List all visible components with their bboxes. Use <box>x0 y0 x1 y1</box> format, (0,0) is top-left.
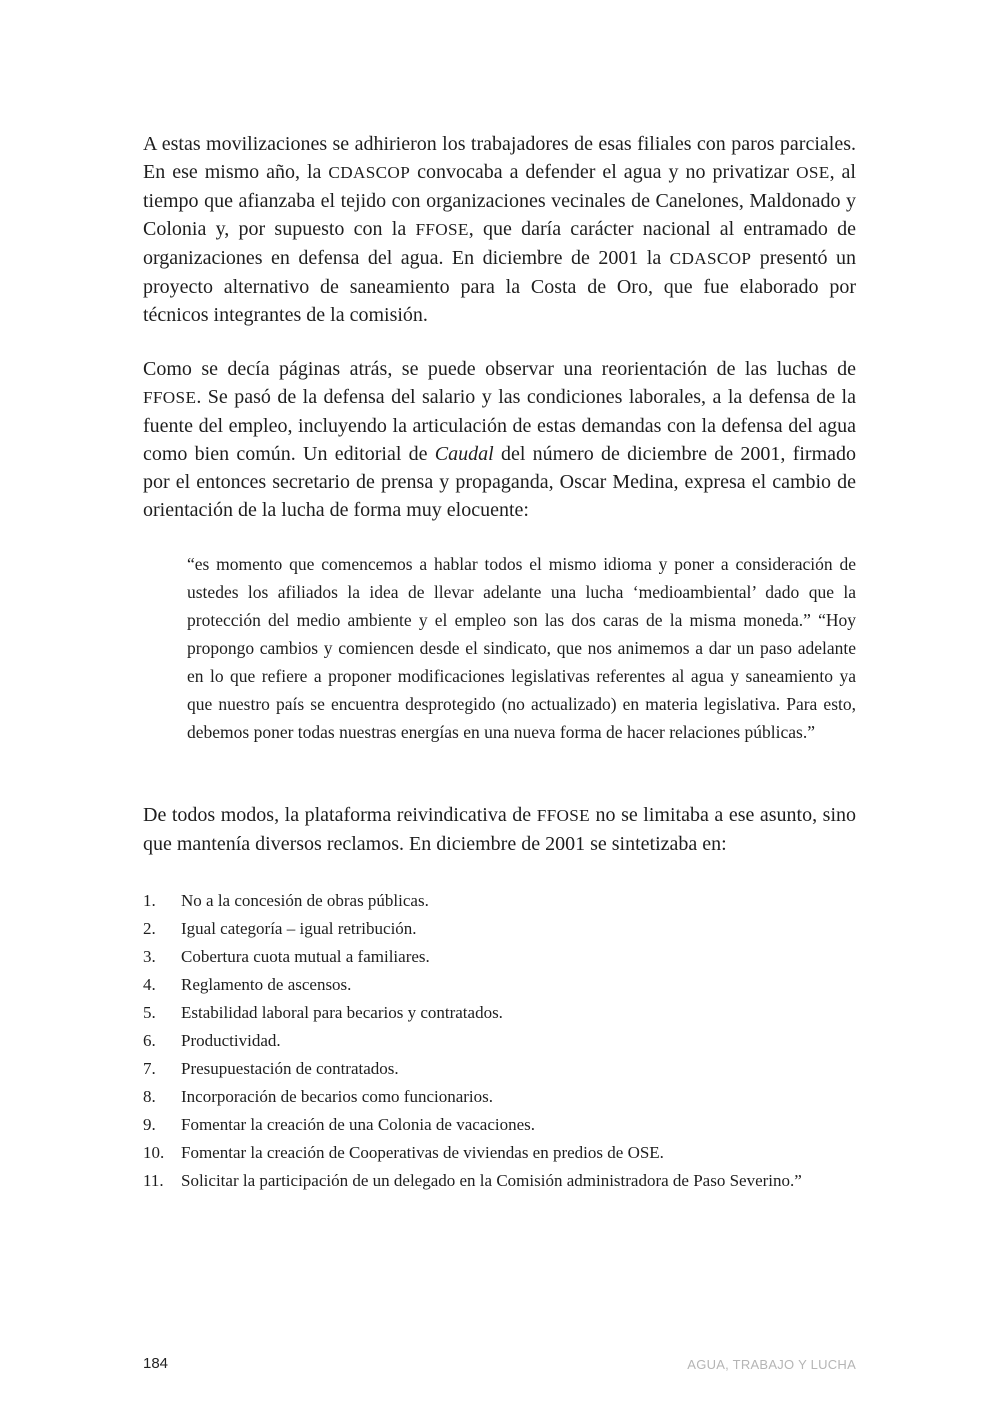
list-item-text: Igual categoría – igual retribución. <box>181 919 417 938</box>
list-item-number: 2. <box>143 919 156 938</box>
publication-title: Caudal <box>434 443 494 465</box>
page-number: 184 <box>143 1355 169 1372</box>
acronym: FFOSE <box>536 806 591 825</box>
list-item-text: Productividad. <box>181 1031 281 1050</box>
list-item <box>143 887 883 915</box>
list-item-number: 11. <box>143 1171 164 1190</box>
list-item-number: 1. <box>143 891 156 910</box>
paragraph-text: del número de diciembre de 2001, firmado por el entonces secretario de prensa y propaganda, Oscar Medina, expresa el cambio de orientación de la lucha de forma muy elocuente: <box>143 443 856 521</box>
list-item-number: 7. <box>143 1059 156 1078</box>
list-item-number: 9. <box>143 1115 156 1134</box>
list-item-text: Cobertura cuota mutual a familiares. <box>181 947 430 966</box>
paragraph-text: . Se pasó de la defensa del salario y las condiciones laborales, a la defensa de la fuente del empleo, incluyendo la articulación de estas demandas con la defensa del agua como bien común. Un editorial de <box>143 386 856 465</box>
paragraph-text: no se limitaba a ese asunto, sino que mantenía diversos reclamos. En diciembre de 2001 se sintetizaba en: <box>143 804 856 855</box>
list-item <box>143 1111 883 1139</box>
list-item-text: Solicitar la participación de un delegado en la Comisión administradora de Paso Severino.” <box>181 1171 802 1190</box>
body-paragraph-2 <box>143 355 856 524</box>
paragraph-text: , que daría carácter nacional al entramado de organizaciones en defensa del agua. En diciembre de 2001 la <box>143 218 856 269</box>
list-item-text: Estabilidad laboral para becarios y contratados. <box>181 1003 503 1022</box>
list-item <box>143 1083 883 1111</box>
acronym: CDASCOP <box>669 249 752 268</box>
list-item-text: Presupuestación de contratados. <box>181 1059 399 1078</box>
paragraph-text: Como se decía páginas atrás, se puede observar una reorientación de las luchas de <box>143 358 856 380</box>
list-item-number: 8. <box>143 1087 156 1106</box>
running-title: AGUA, TRABAJO Y LUCHA <box>687 1357 856 1372</box>
list-item <box>143 915 883 943</box>
acronym: FFOSE <box>143 388 197 407</box>
block-quote: “es momento que comencemos a hablar todos el mismo idioma y poner a consideración de ustedes los afiliados la idea de llevar adelante una lucha ‘medioambiental’ dado que la protección del medio ambiente y el empleo son las dos caras de la misma moneda.” “Hoy propongo cambios y comiencen desde el sindicato, que nos animemos a dar un paso adelante en lo que refiere a proponer modificaciones legislativas referentes al agua y saneamiento ya que nuestro país se encuentra desprotegido (no actualizado) en materia legislativa. Para esto, debemos poner todas nuestras energías en una nueva forma de hacer relaciones públicas.” <box>187 554 856 742</box>
paragraph-text: presentó un proyecto alternativo de saneamiento para la Costa de Oro, que fue elaborado por técnicos integrantes de la comisión. <box>143 247 856 326</box>
acronym: CDASCOP <box>328 163 411 182</box>
paragraph-text: , al tiempo que afianzaba el tejido con organizaciones vecinales de Canelones, Maldonado y Colonia y, por supuesto con la <box>143 161 856 240</box>
list-item <box>143 1027 883 1055</box>
demands-list <box>143 887 883 1195</box>
list-item <box>143 1167 883 1195</box>
list-item <box>143 971 883 999</box>
list-item-number: 5. <box>143 1003 156 1022</box>
body-paragraph-3 <box>143 801 856 858</box>
list-item-text: Reglamento de ascensos. <box>181 975 352 994</box>
list-item-text: No a la concesión de obras públicas. <box>181 891 429 910</box>
list-item-number: 3. <box>143 947 156 966</box>
list-item <box>143 1139 883 1167</box>
body-paragraph-1 <box>143 130 856 329</box>
paragraph-text: De todos modos, la plataforma reivindicativa de <box>143 804 537 826</box>
list-item <box>143 1055 883 1083</box>
list-item-text: Fomentar la creación de Cooperativas de viviendas en predios de OSE. <box>181 1143 664 1162</box>
list-item-number: 6. <box>143 1031 156 1050</box>
list-item <box>143 999 883 1027</box>
list-item-number: 4. <box>143 975 156 994</box>
list-item <box>143 943 883 971</box>
acronym: OSE <box>796 163 830 182</box>
list-item-number: 10. <box>143 1143 165 1162</box>
list-item-text: Fomentar la creación de una Colonia de vacaciones. <box>181 1115 536 1134</box>
acronym: FFOSE <box>415 220 469 239</box>
paragraph-text: convocaba a defender el agua y no privatizar <box>410 161 797 183</box>
paragraph-text: A estas movilizaciones se adhirieron los trabajadores de esas filiales con paros parciales. En ese mismo año, la <box>143 133 856 183</box>
list-item-text: Incorporación de becarios como funcionarios. <box>181 1087 494 1106</box>
